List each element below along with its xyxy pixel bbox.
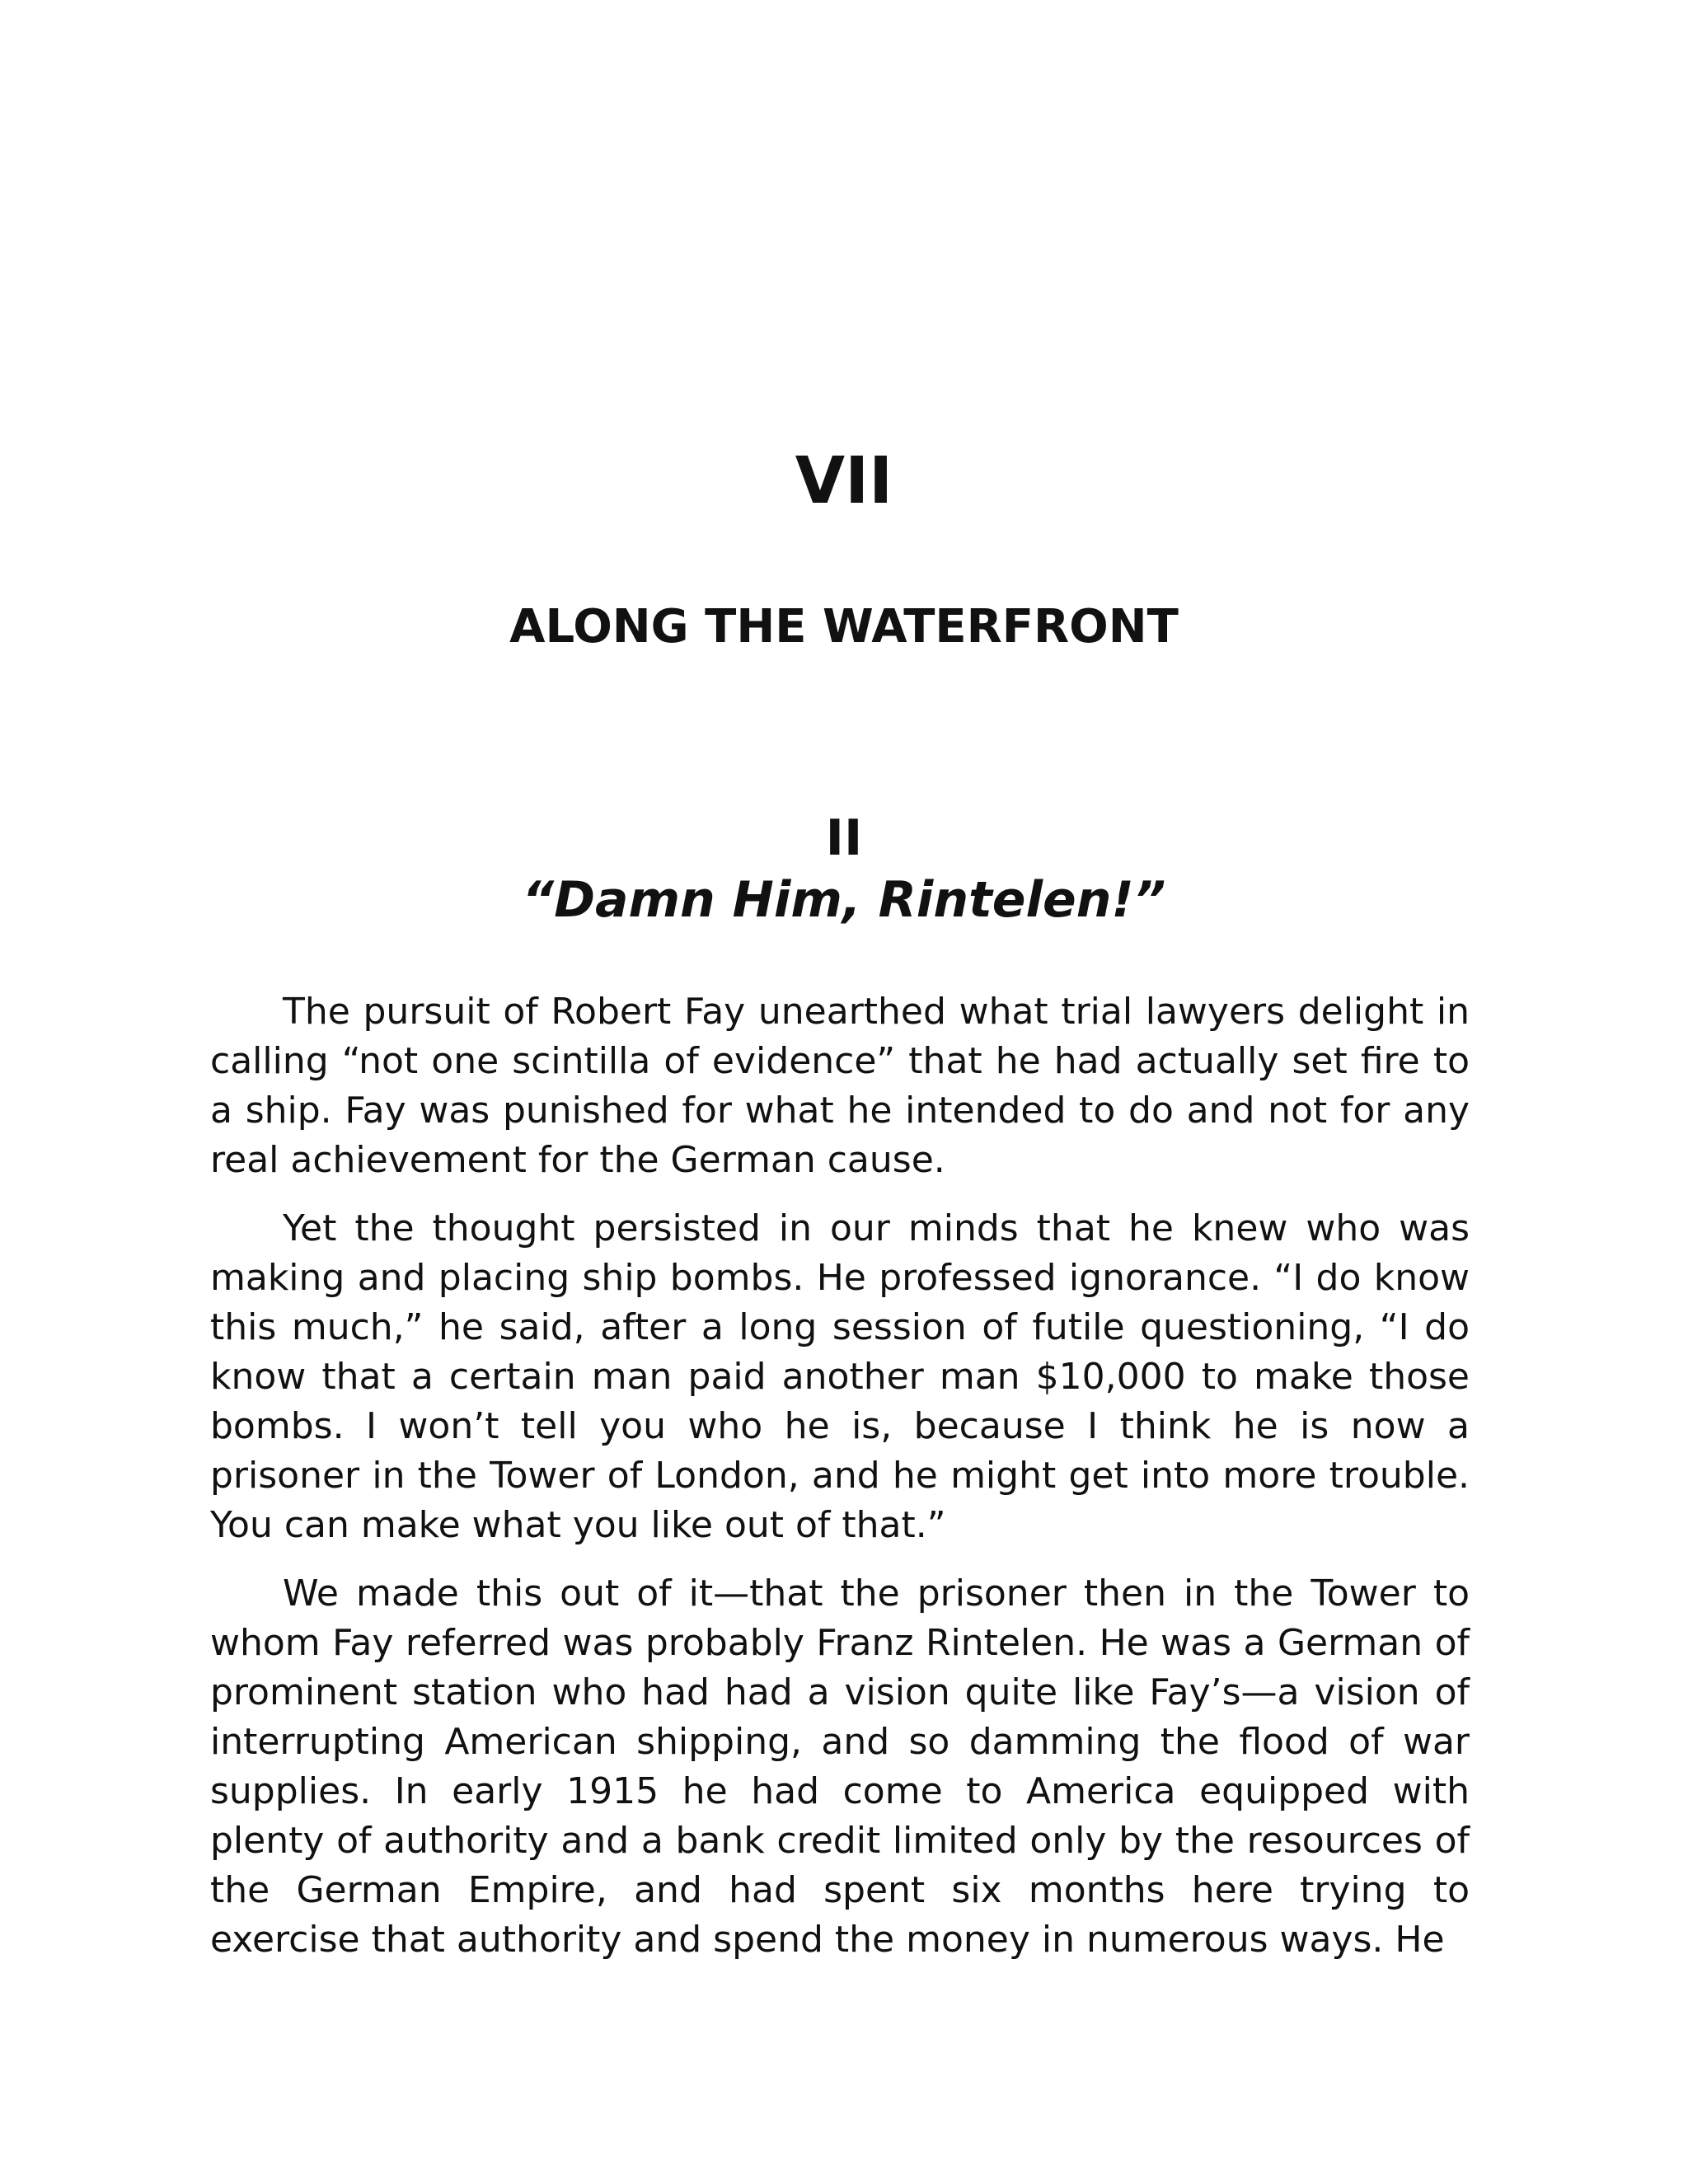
- paragraph-1: The pursuit of Robert Fay unearthed what trial lawyers delight in calling “not one scintilla of evidence” that he had actually set fire to a ship. Fay was punished for what he intended to do and not for any real achievement for the German cause.: [210, 991, 1470, 1181]
- paragraph-2: Yet the thought persisted in our minds that he knew who was making and placing ship bombs. He professed ignorance. “I do know this much,” he said, after a long session of futile questioning, “I do know that a certain man paid another man $10,000 to make those bombs. I won’t tell you who he is, because I think he is now a prisoner in the Tower of London, and he might get into more trouble. You can make what you like out of that.”: [210, 1207, 1470, 1546]
- section-title: “Damn Him, Rintelen!”: [522, 871, 1166, 929]
- section-number: II: [825, 809, 863, 867]
- paragraph-3: We made this out of it—that the prisoner then in the Tower to whom Fay referred was probably Franz Rintelen. He was a German of prominent station who had had a vision quite like Fay’s—a vision of interrupting American shipping, and so damming the flood of war supplies. In early 1915 he had come to America equipped with plenty of authority and a bank credit limited only by the resources of the German Empire, and had spent six months here trying to exercise that authority and spend the money in numerous ways. He: [210, 1572, 1470, 1961]
- chapter-number: VII: [795, 444, 893, 518]
- body-text: [210, 987, 1470, 1965]
- chapter-title: ALONG THE WATERFRONT: [509, 600, 1179, 654]
